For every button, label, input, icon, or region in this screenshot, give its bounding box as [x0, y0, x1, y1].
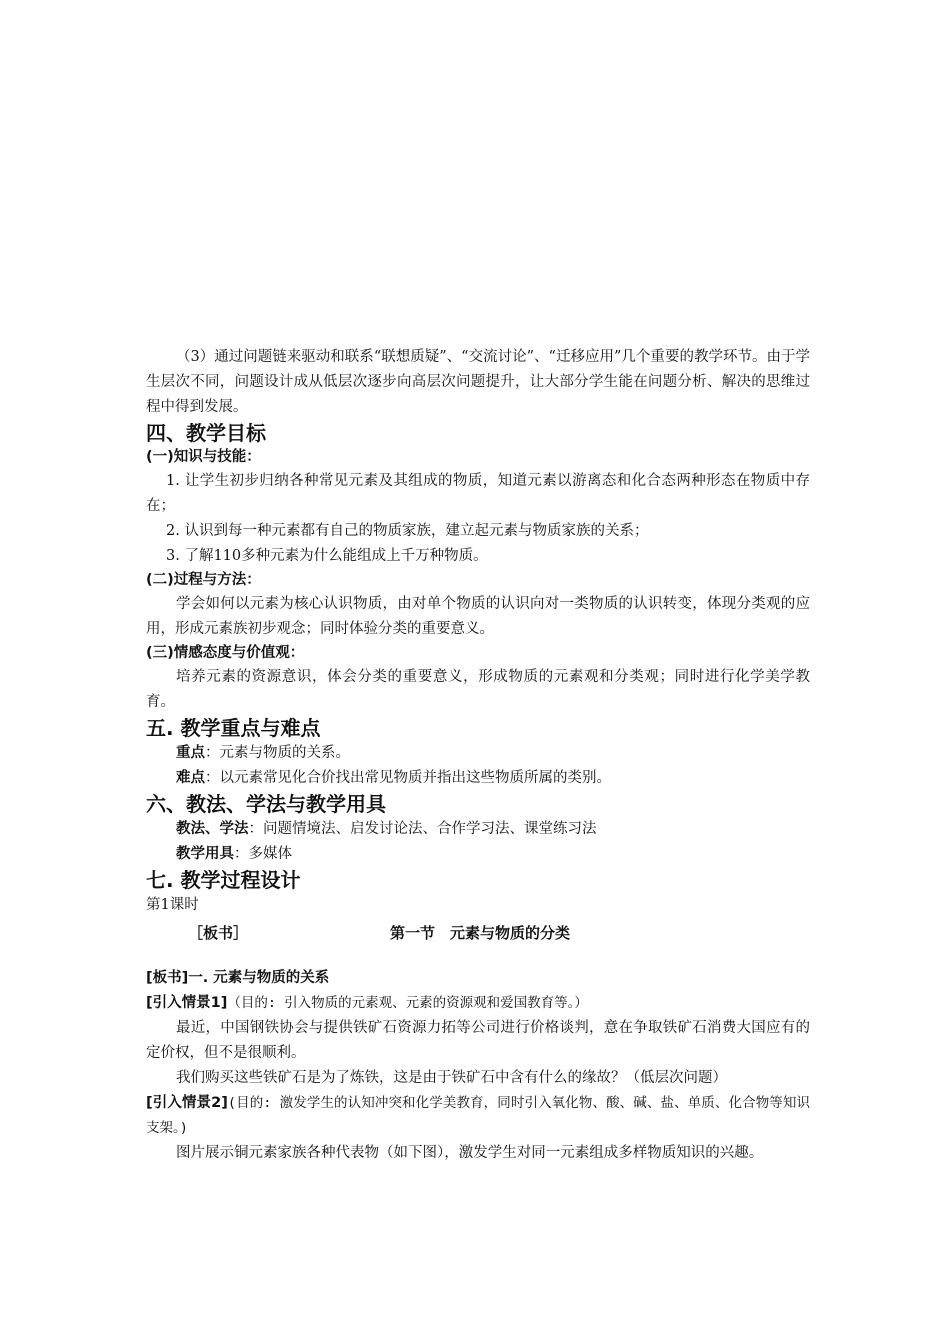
process-heading: (二)过程与方法： [146, 572, 261, 588]
teaching-method-label: 教法、学法 [176, 821, 249, 837]
teaching-method-text: ：问题情境法、启发讨论法、合作学习法、课堂练习法 [248, 821, 597, 837]
lesson-number: 第1课时 [146, 897, 199, 913]
difficult-point-text: ：以元素常见化合价找出常见物质并指出这些物质所属的类别。 [205, 770, 611, 786]
intro-1-paragraph-2: 我们购买这些铁矿石是为了炼铁，这是由于铁矿石中含有什么的缘故？（低层次问题） [176, 1070, 727, 1086]
intro-2 [146, 1091, 810, 1141]
board-line [146, 920, 810, 948]
emotion-heading: (三)情感态度与价值观： [146, 645, 305, 661]
teaching-tools [146, 842, 810, 867]
document-body [146, 345, 810, 1166]
teaching-tools-label: 教学用具 [176, 846, 234, 862]
board-heading-1: [板书]一. 元素与物质的关系 [146, 970, 330, 986]
intro-1-paragraph-1: 最近，中国钢铁协会与提供铁矿石资源力拓等公司进行价格谈判，意在争取铁矿石消费大国应有的定价权，但不是很顺利。 [146, 1020, 810, 1061]
section-7-title: 七. 教学过程设计 [146, 868, 301, 892]
teaching-method [146, 817, 810, 842]
section-4-title: 四、教学目标 [146, 421, 266, 445]
key-point-text: ：元素与物质的关系。 [205, 745, 350, 761]
intro-2-note: (目的: 激发学生的认知冲突和化学美教育，同时引入氧化物、酸、碱、盐、单质、化合物等知识支架。) [146, 1095, 810, 1136]
intro-1-label: [引入情景1] [146, 995, 228, 1011]
teaching-tools-text: ：多媒体 [234, 846, 292, 862]
intro-1-note: （目的: 引入物质的元素观、元素的资源观和爱国教育等。） [227, 995, 588, 1011]
knowledge-heading: (一)知识与技能： [146, 449, 261, 465]
paragraph-3: （3）通过问题链来驱动和联系“联想质疑”、“交流讨论”、“迁移应用”几个重要的教学环节。由于学生层次不同，问题设计成从低层次逐步向高层次问题提升，让大部分学生能在问题分析、解决的思维过程中得到发展。 [146, 349, 810, 415]
key-point [146, 741, 810, 766]
intro-2-label: [引入情景2] [146, 1095, 228, 1111]
difficult-point [146, 766, 810, 791]
section-5-title: 五. 教学重点与难点 [146, 716, 321, 740]
board-label: ［板书］ [188, 924, 249, 942]
intro-1 [146, 991, 810, 1016]
board-title: 第一节 元素与物质的分类 [390, 924, 571, 942]
section-6-title: 六、教法、学法与教学用具 [146, 792, 386, 816]
process-text: 学会如何以元素为核心认识物质，由对单个物质的认识向对一类物质的认识转变，体现分类观的应用，形成元素族初步观念；同时体验分类的重要意义。 [146, 596, 810, 637]
difficult-point-label: 难点 [176, 770, 205, 786]
knowledge-item-3: 3. 了解110多种元素为什么能组成上千万种物质。 [166, 548, 488, 564]
knowledge-item-1: 1. 让学生初步归纳各种常见元素及其组成的物质，知道元素以游离态和化合态两种形态在物质中存在； [146, 473, 810, 514]
key-point-label: 重点 [176, 745, 205, 761]
emotion-text: 培养元素的资源意识，体会分类的重要意义，形成物质的元素观和分类观；同时进行化学美学教育。 [146, 669, 810, 710]
intro-2-paragraph-1: 图片展示铜元素家族各种代表物（如下图），激发学生对同一元素组成多样物质知识的兴趣。 [176, 1145, 764, 1161]
knowledge-item-2: 2. 认识到每一种元素都有自己的物质家族，建立起元素与物质家族的关系； [166, 523, 649, 539]
